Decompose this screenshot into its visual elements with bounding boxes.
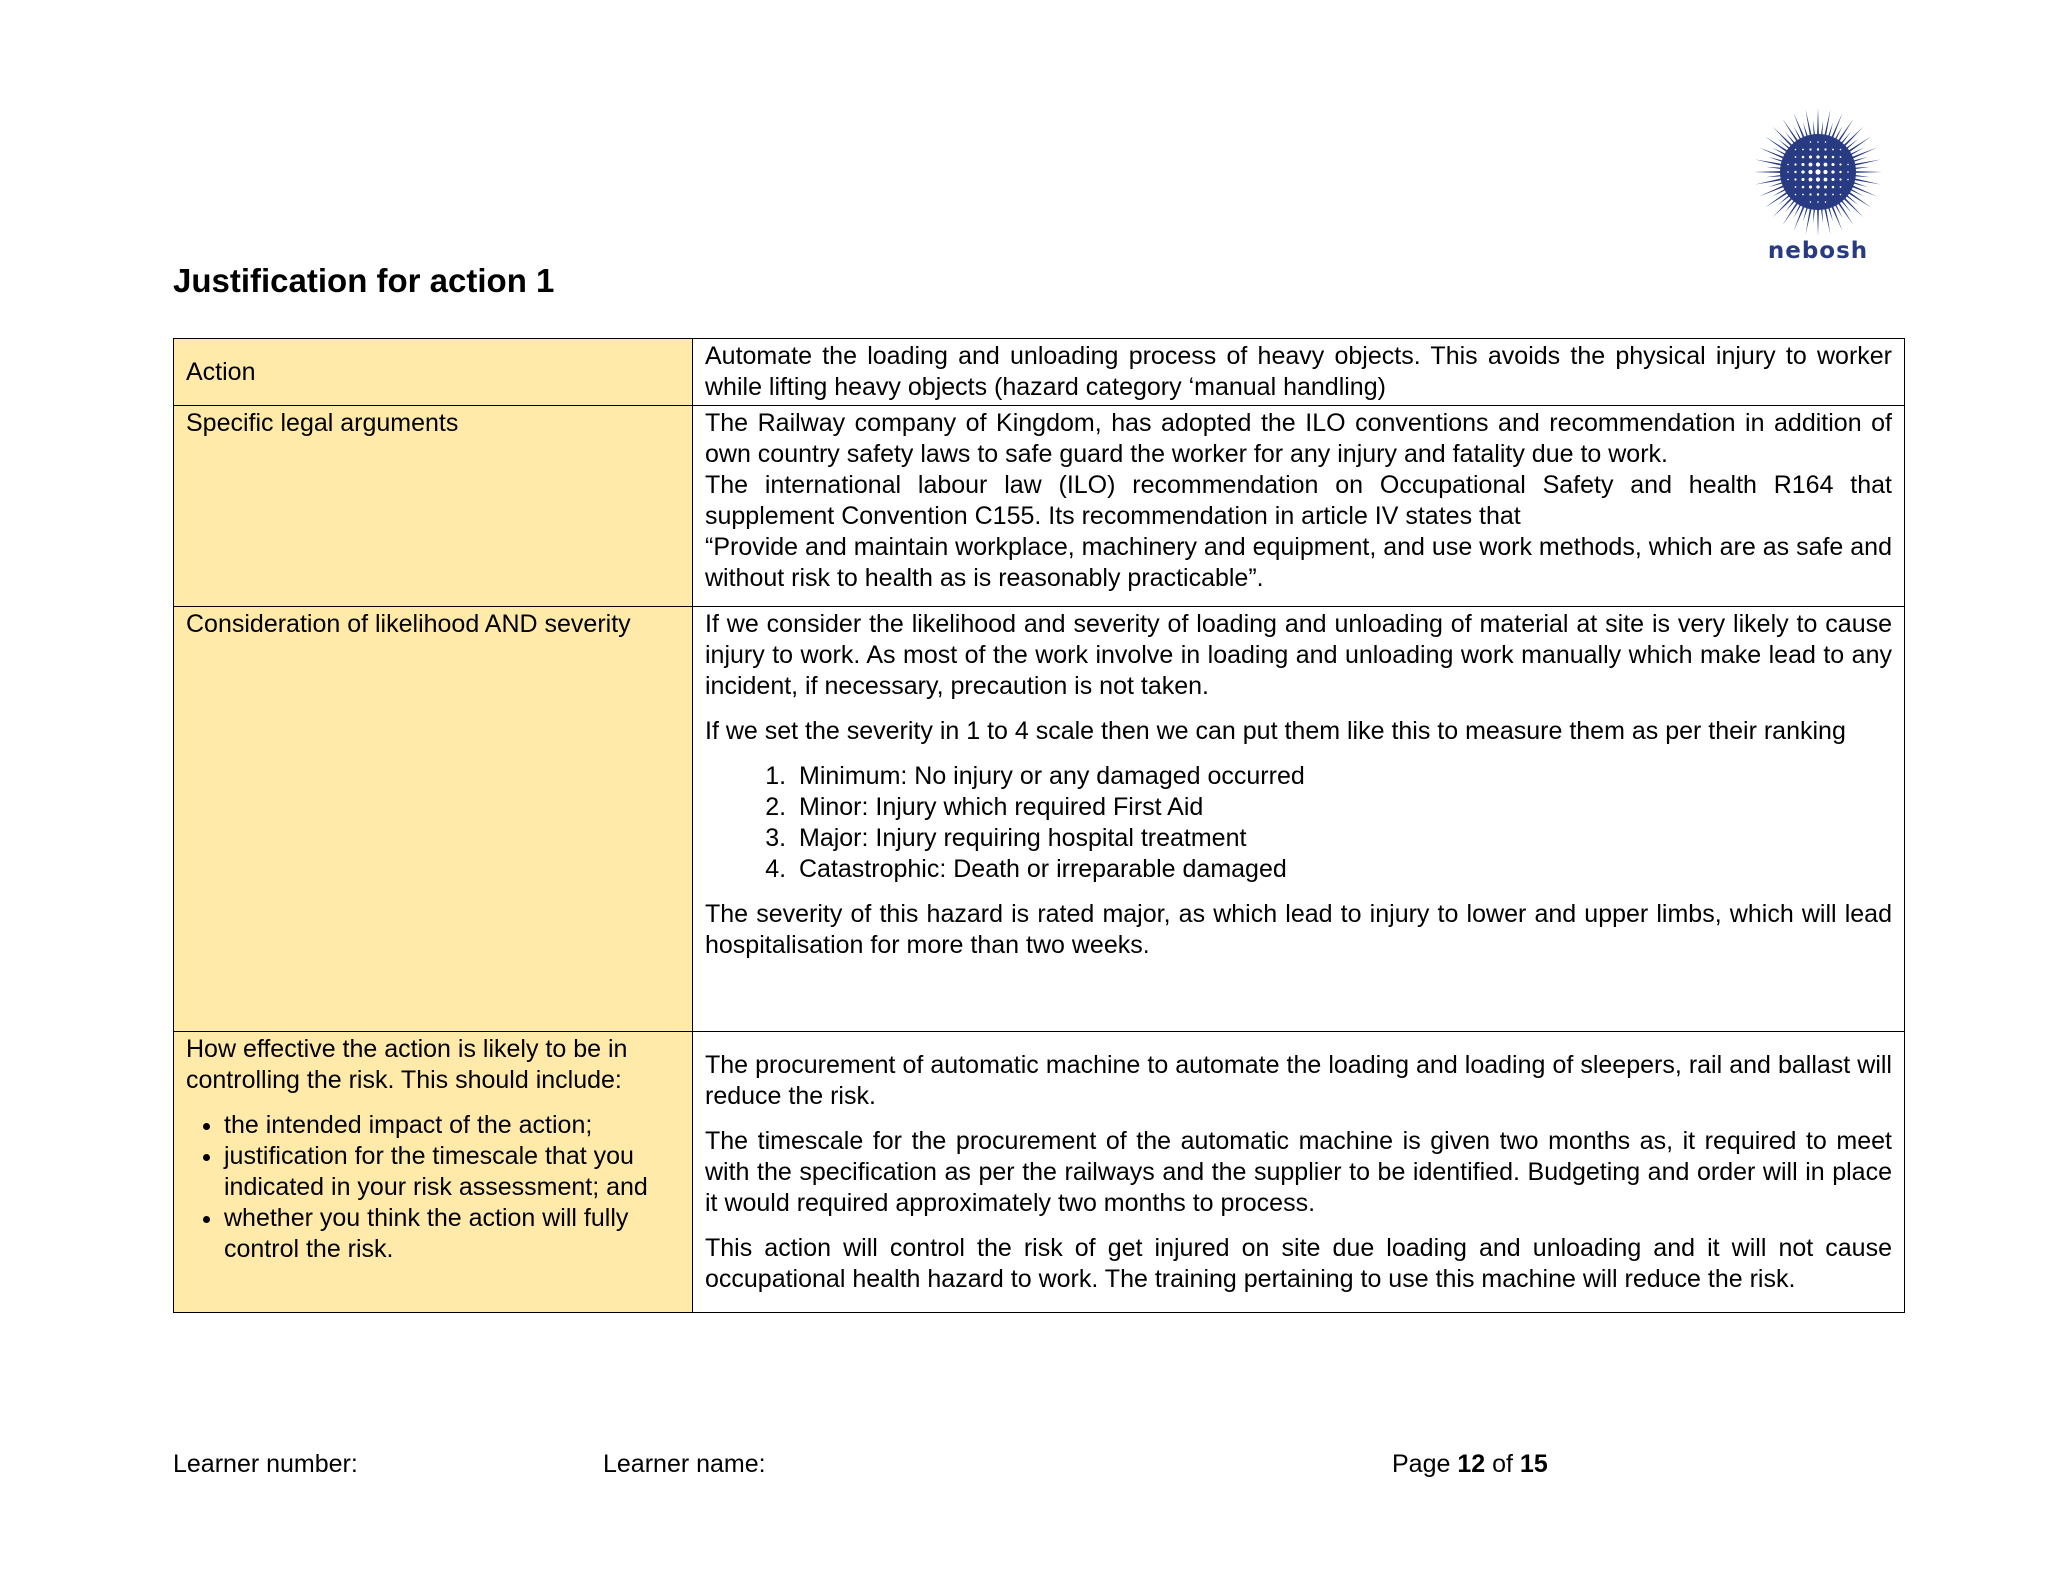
- effectiveness-bullet-list: [186, 1110, 680, 1265]
- severity-scale-list: [705, 761, 1892, 885]
- footer-page-number: [1392, 1450, 1548, 1479]
- table-row-legal: [174, 406, 1905, 607]
- page-total: 15: [1519, 1450, 1548, 1478]
- likelihood-paragraph: If we consider the likelihood and severity of loading and unloading of material at site is very likely to cause injury to work. As most of the work involve in loading and unloading work manually which make lead to any incident, if necessary, precaution is not taken.: [705, 610, 1892, 700]
- effectiveness-label: [174, 1032, 693, 1313]
- page-title: Justification for action 1: [173, 262, 555, 299]
- logo-wordmark: nebosh: [1767, 238, 1869, 264]
- action-label: Action: [174, 339, 693, 406]
- page-prefix: Page: [1392, 1450, 1451, 1478]
- legal-content: [693, 406, 1905, 607]
- effectiveness-paragraph: This action will control the risk of get injured on site due loading and unloading and it will not cause occupational health hazard to work. The training pertaining to use this machine will reduce the risk.: [705, 1233, 1892, 1293]
- page-of: of: [1492, 1450, 1513, 1478]
- table-row-action: [174, 339, 1905, 406]
- action-text: Automate the loading and unloading process of heavy objects. This avoids the physical injury to worker while lifting heavy objects (hazard category ‘manual handling): [693, 339, 1905, 406]
- likelihood-paragraph: If we set the severity in 1 to 4 scale then we can put them like this to measure them as per their ranking: [705, 717, 1846, 745]
- effectiveness-paragraph: The timescale for the procurement of the automatic machine is given two months as, it required to meet with the specification as per the railways and the supplier to be identified. Budgeting and order will in place it would required approximately two months to process.: [705, 1126, 1892, 1217]
- legal-label: Specific legal arguments: [174, 406, 693, 607]
- effectiveness-paragraph: The procurement of automatic machine to automate the loading and loading of sleepers, rail and ballast will reduce the risk.: [705, 1050, 1892, 1110]
- nebosh-starburst-icon: [1750, 108, 1886, 236]
- severity-scale-item: 3. Major: Injury requiring hospital treatment: [793, 823, 1892, 854]
- severity-scale-item: 4. Catastrophic: Death or irreparable damaged: [793, 854, 1892, 885]
- likelihood-label: Consideration of likelihood AND severity: [174, 607, 693, 1032]
- legal-paragraph: The international labour law (ILO) recommendation on Occupational Safety and health R164 that supplement Convention C155. Its recommendation in article IV states that: [705, 471, 1892, 530]
- legal-quote: “Provide and maintain workplace, machinery and equipment, and use work methods, which are as safe and without risk to health as is reasonably practicable”.: [705, 533, 1892, 592]
- table-row-effectiveness: [174, 1032, 1905, 1313]
- page-current: 12: [1457, 1450, 1486, 1478]
- effectiveness-bullet: • the intended impact of the action;: [224, 1110, 680, 1141]
- severity-scale-item: 1. Minimum: No injury or any damaged occurred: [793, 761, 1892, 792]
- justification-table: [173, 338, 1905, 1313]
- nebosh-logo: [1750, 108, 1886, 268]
- footer-learner-number: Learner number:: [173, 1450, 358, 1478]
- table-row-likelihood: [174, 607, 1905, 1032]
- effectiveness-bullet: • justification for the timescale that you indicated in your risk assessment; and: [224, 1141, 680, 1203]
- severity-scale-item: 2. Minor: Injury which required First Aid: [793, 792, 1892, 823]
- legal-paragraph: The Railway company of Kingdom, has adopted the ILO conventions and recommendation in addition of own country safety laws to safe guard the worker for any injury and fatality due to work.: [705, 409, 1892, 468]
- likelihood-content: [693, 607, 1905, 1032]
- effectiveness-content: [693, 1032, 1905, 1313]
- footer-learner-name: Learner name:: [603, 1450, 766, 1478]
- effectiveness-bullet: • whether you think the action will fully control the risk.: [224, 1203, 680, 1265]
- effectiveness-intro: How effective the action is likely to be in controlling the risk. This should include:: [186, 1035, 628, 1094]
- likelihood-paragraph: The severity of this hazard is rated major, as which lead to injury to lower and upper limbs, which will lead hospitalisation for more than two weeks.: [705, 900, 1892, 959]
